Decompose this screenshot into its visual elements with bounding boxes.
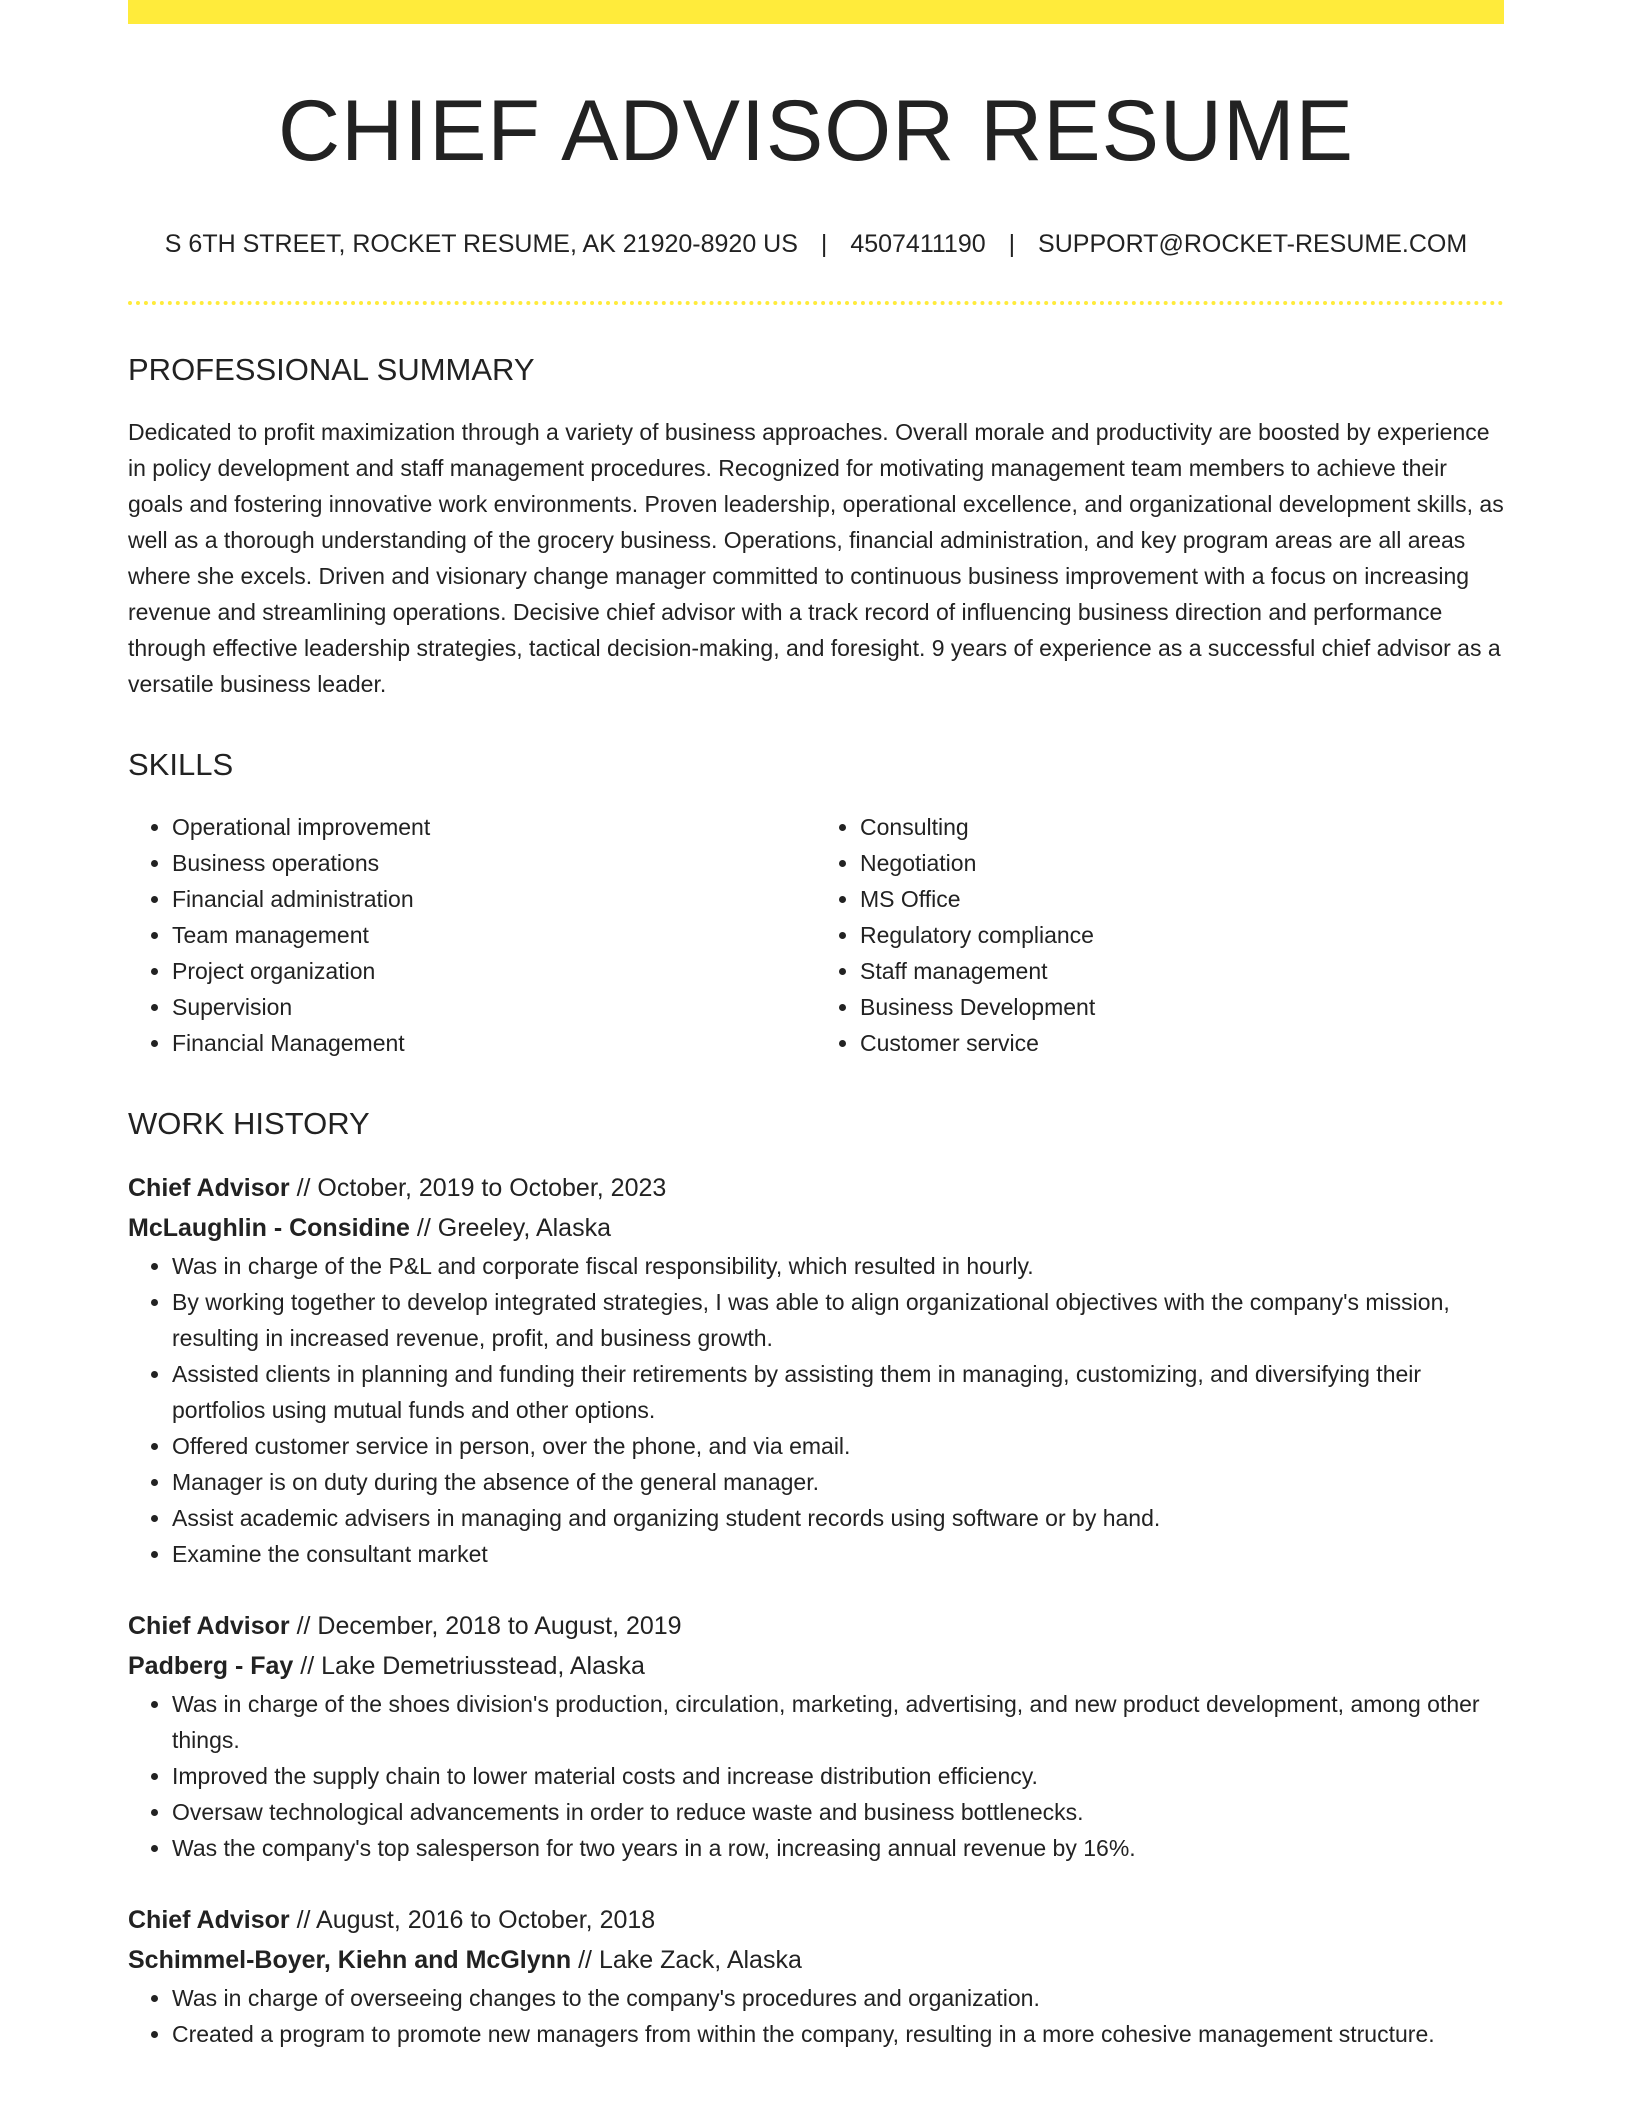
job-divider: // [296, 1906, 311, 1935]
skill-item: • Consulting [860, 809, 1504, 845]
job-divider: // [578, 1946, 593, 1975]
skill-item: • Project organization [172, 953, 816, 989]
contact-address: S 6TH STREET, ROCKET RESUME, AK 21920-8920 US [164, 229, 798, 258]
job-bullet-list [128, 1980, 1504, 2052]
accent-bar [128, 0, 1504, 24]
job-bullet: • Offered customer service in person, over the phone, and via email. [172, 1428, 1504, 1464]
job-bullet: • Examine the consultant market [172, 1536, 1504, 1572]
job-bullet: • Assist academic advisers in managing and organizing student records using software or by hand. [172, 1500, 1504, 1536]
job-divider: // [296, 1612, 311, 1641]
summary-text: Dedicated to profit maximization through a variety of business approaches. Overall morale and productivity are boosted by experience in policy development and staff management procedures. Recognized for motivating management team members to achieve their goals and fostering innovative work environments. Proven leadership, operational excellence, and organizational development skills, as well as a thorough understanding of the grocery business. Operations, financial administration, and key program areas are all areas where she excels. Driven and visionary change manager committed to continuous business improvement with a focus on increasing revenue and streamlining operations. Decisive chief advisor with a track record of influencing business direction and performance through effective leadership strategies, tactical decision-making, and foresight. 9 years of experience as a successful chief advisor as a versatile business leader. [128, 418, 1504, 697]
skill-item: • Financial administration [172, 881, 816, 917]
contact-phone: 4507411190 [850, 229, 986, 258]
skill-item: • Customer service [860, 1025, 1504, 1061]
job-company-line [128, 1646, 1504, 1686]
job-company-line [128, 1208, 1504, 1248]
job-title: Chief Advisor [128, 1612, 290, 1641]
job-company: McLaughlin - Considine [128, 1214, 410, 1243]
job-divider: // [296, 1174, 311, 1203]
job-entry [128, 1168, 1504, 1572]
work-history-heading: WORK HISTORY [128, 1105, 370, 1141]
work-history-list [128, 1168, 1504, 2052]
contact-email: SUPPORT@ROCKET-RESUME.COM [1038, 229, 1468, 258]
job-dates: August, 2016 to October, 2018 [316, 1906, 656, 1935]
job-location: Greeley, Alaska [437, 1214, 611, 1243]
resume-title: CHIEF ADVISOR RESUME [277, 83, 1355, 179]
job-bullet: • Manager is on duty during the absence of the general manager. [172, 1464, 1504, 1500]
skill-item: • MS Office [860, 881, 1504, 917]
contact-separator: | [820, 229, 828, 258]
contact-separator: | [1008, 229, 1016, 258]
skill-item: • Team management [172, 917, 816, 953]
job-dates: October, 2019 to October, 2023 [317, 1174, 667, 1203]
job-title-line [128, 1606, 1504, 1646]
skills-column-left [128, 809, 816, 1061]
header-divider [128, 301, 1504, 305]
job-company: Padberg - Fay [128, 1652, 294, 1681]
job-bullet: • By working together to develop integrated strategies, I was able to align organizational objectives with the company's mission, resulting in increased revenue, profit, and business growth. [172, 1284, 1504, 1356]
skill-item: • Negotiation [860, 845, 1504, 881]
job-entry [128, 1606, 1504, 1866]
skill-item: • Staff management [860, 953, 1504, 989]
job-entry [128, 1900, 1504, 2052]
job-bullet: • Assisted clients in planning and funding their retirements by assisting them in managing, customizing, and diversifying their portfolios using mutual funds and other options. [172, 1356, 1504, 1428]
job-title: Chief Advisor [128, 1174, 290, 1203]
skill-item: • Supervision [172, 989, 816, 1025]
job-divider: // [300, 1652, 315, 1681]
job-title-line [128, 1900, 1504, 1940]
job-bullet: • Oversaw technological advancements in order to reduce waste and business bottlenecks. [172, 1794, 1504, 1830]
resume-page [128, 0, 1504, 2052]
skill-item: • Financial Management [172, 1025, 816, 1061]
job-company-line [128, 1940, 1504, 1980]
summary-heading: PROFESSIONAL SUMMARY [128, 351, 535, 387]
skills-heading: SKILLS [128, 746, 234, 782]
skill-item: • Regulatory compliance [860, 917, 1504, 953]
job-divider: // [416, 1214, 431, 1243]
job-bullet-list [128, 1686, 1504, 1866]
job-dates: December, 2018 to August, 2019 [317, 1612, 682, 1641]
skill-item: • Business Development [860, 989, 1504, 1025]
job-location: Lake Demetriusstead, Alaska [321, 1652, 645, 1681]
job-bullet-list [128, 1248, 1504, 1572]
job-bullet: • Improved the supply chain to lower material costs and increase distribution efficiency. [172, 1758, 1504, 1794]
job-bullet: • Was in charge of overseeing changes to the company's procedures and organization. [172, 1980, 1504, 2016]
job-bullet: • Was the company's top salesperson for two years in a row, increasing annual revenue by 16%. [172, 1830, 1504, 1866]
skill-item: • Business operations [172, 845, 816, 881]
skills-column-right [816, 809, 1504, 1061]
skills-list [128, 809, 1504, 1061]
job-company: Schimmel-Boyer, Kiehn and McGlynn [128, 1946, 572, 1975]
job-bullet: • Was in charge of the P&L and corporate fiscal responsibility, which resulted in hourly. [172, 1248, 1504, 1284]
job-bullet: • Created a program to promote new managers from within the company, resulting in a more cohesive management structure. [172, 2016, 1504, 2052]
contact-line [128, 229, 1504, 259]
job-title: Chief Advisor [128, 1906, 290, 1935]
job-title-line [128, 1168, 1504, 1208]
job-location: Lake Zack, Alaska [598, 1946, 802, 1975]
job-bullet: • Was in charge of the shoes division's production, circulation, marketing, advertising, and new product development, among other things. [172, 1686, 1504, 1758]
skill-item: • Operational improvement [172, 809, 816, 845]
